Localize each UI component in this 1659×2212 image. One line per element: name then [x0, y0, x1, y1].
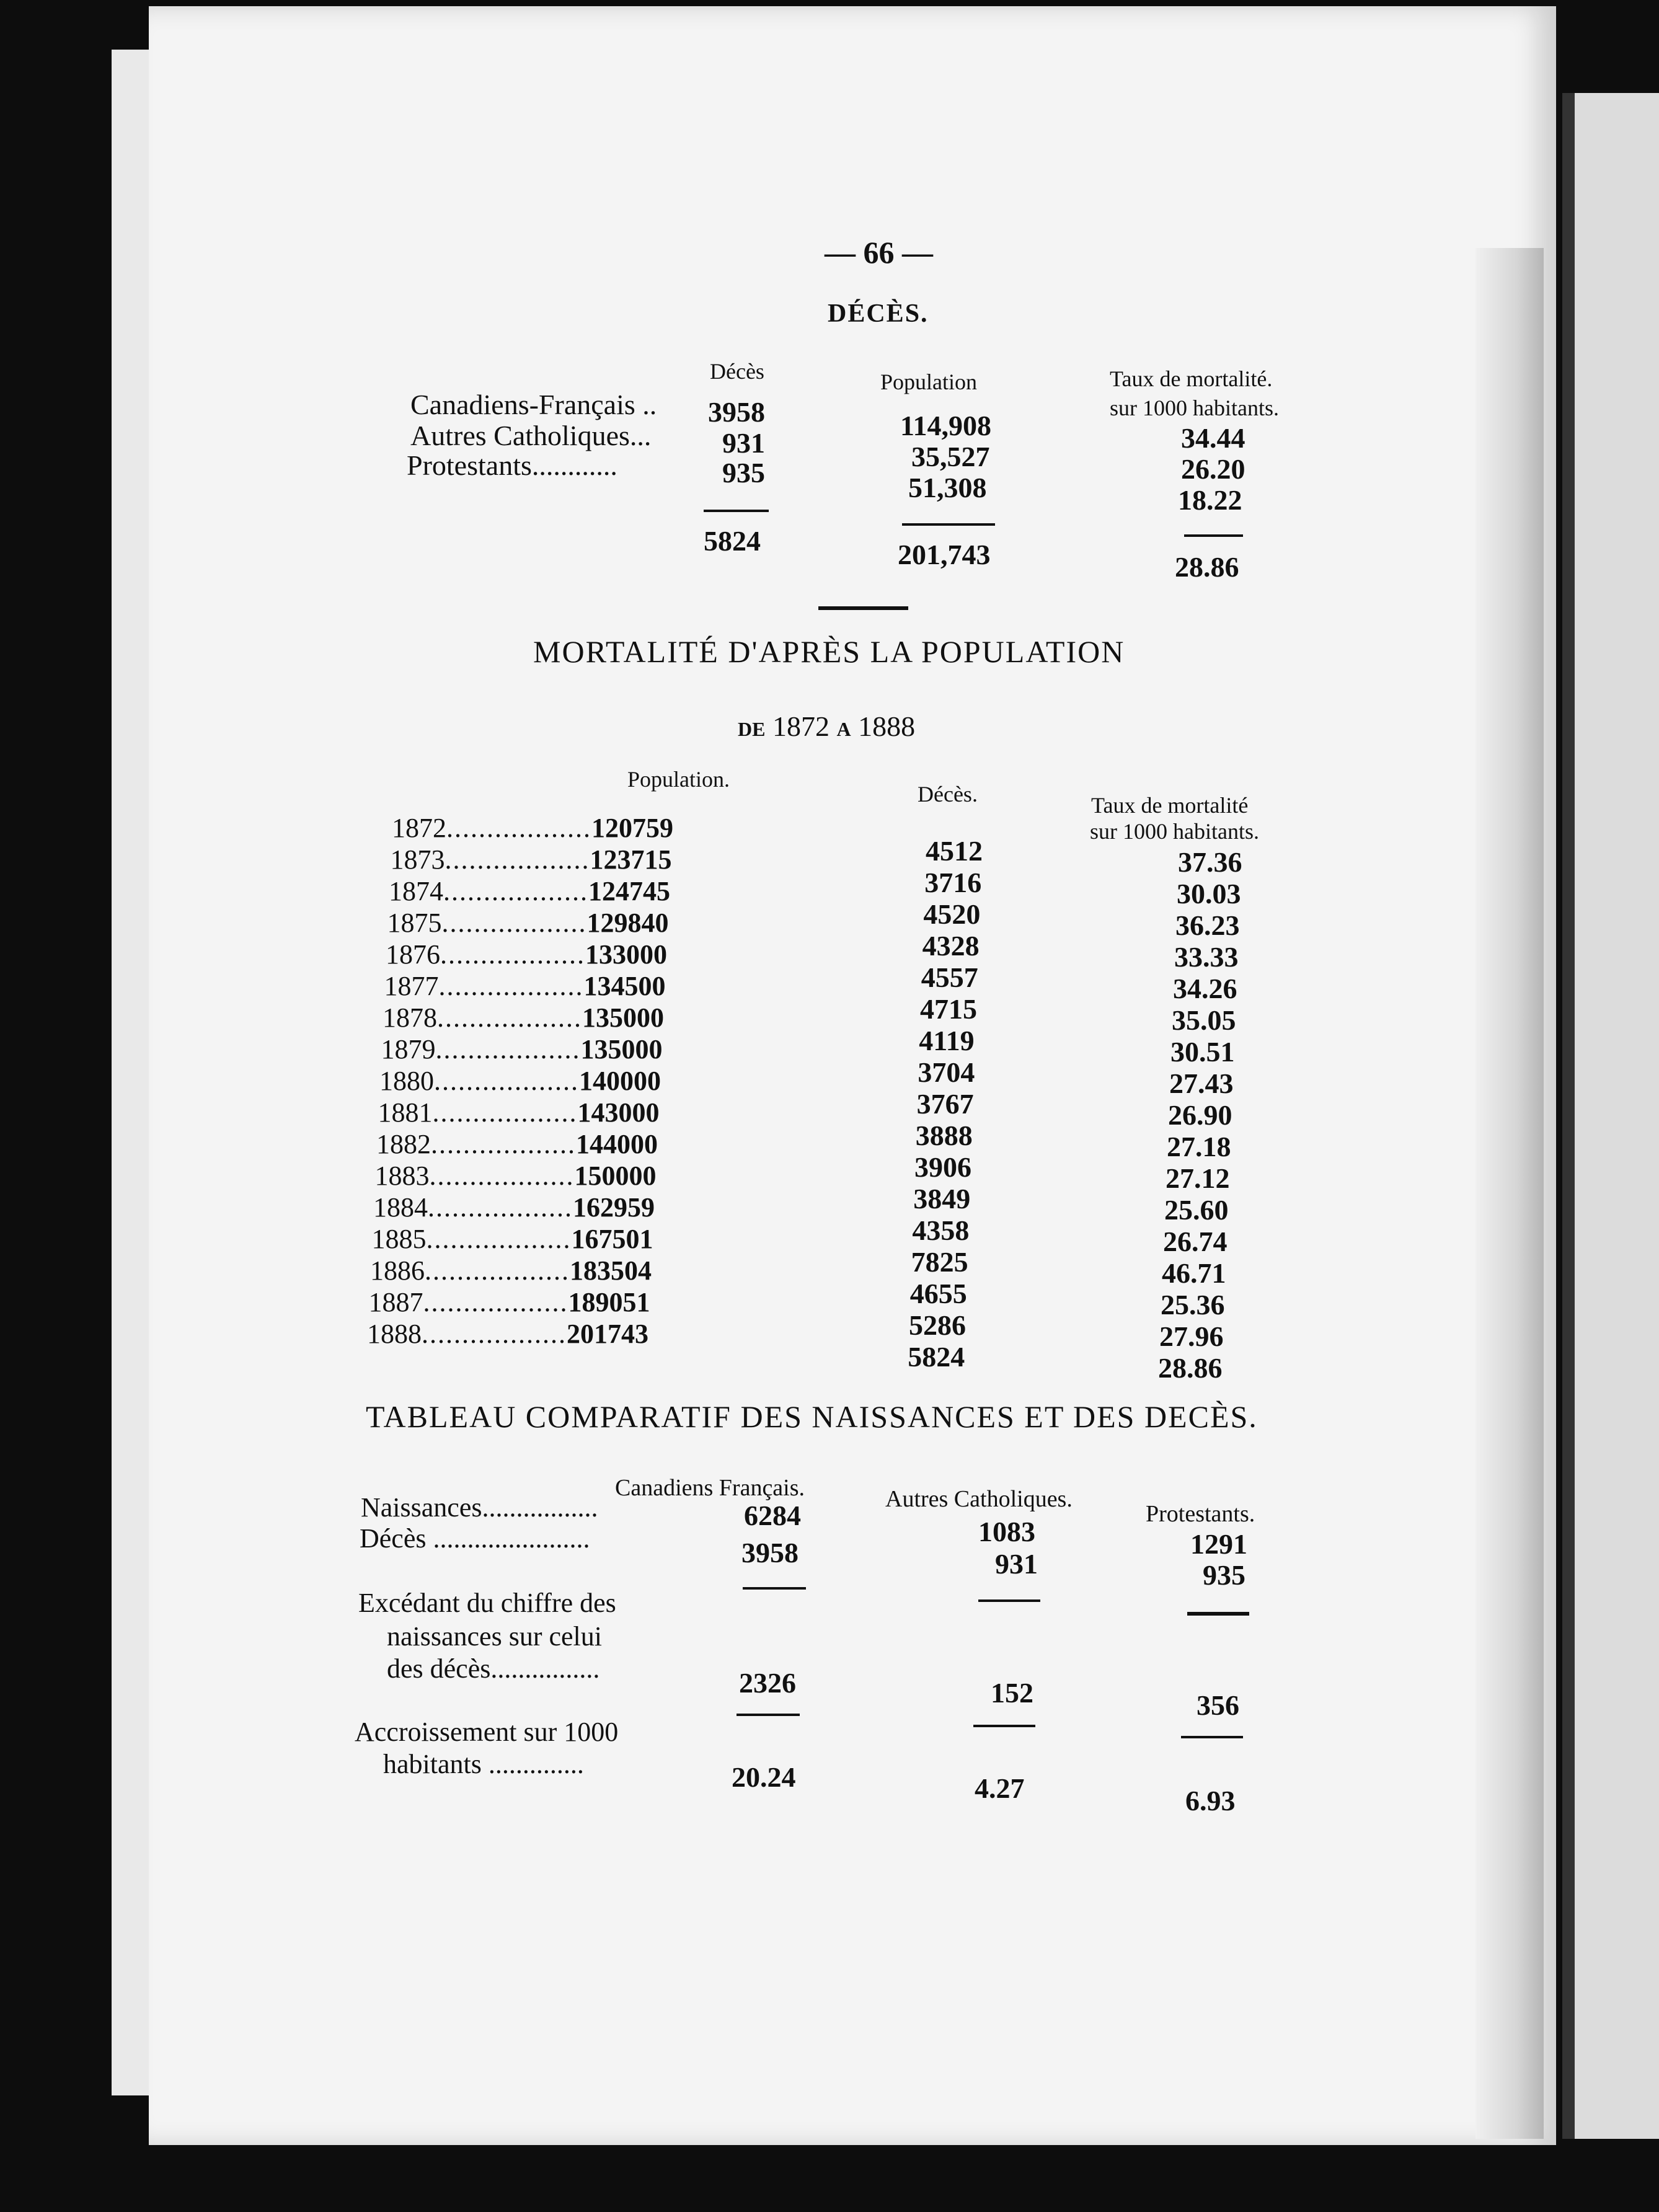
- deces-row-deces: 935: [722, 457, 765, 489]
- leader-dots: ..................: [441, 908, 587, 938]
- mortalite-deces: 4655: [909, 1278, 967, 1309]
- mortalite-year: 1884: [373, 1192, 428, 1223]
- deces-row-deces: 3958: [708, 396, 765, 428]
- mortalite-population: 123715: [590, 844, 672, 875]
- mortalite-year: 1883: [374, 1161, 430, 1191]
- deces-title: DÉCÈS.: [828, 299, 929, 328]
- deces-row-population: 51,308: [908, 472, 987, 503]
- mortalite-population: 143000: [577, 1097, 660, 1128]
- excedant-label-1: Excédant du chiffre des: [358, 1588, 616, 1618]
- mortalite-col-population: Population.: [627, 767, 730, 792]
- mortalite-year: 1882: [376, 1129, 431, 1159]
- excedant-pr: 356: [1197, 1689, 1239, 1721]
- leader-dots: ..................: [437, 1002, 582, 1033]
- mortalite-population: 133000: [585, 939, 667, 970]
- deces-col-taux-2: sur 1000 habitants.: [1110, 396, 1279, 420]
- mortalite-row: [370, 1255, 652, 1286]
- mortalite-row: [384, 970, 666, 1002]
- mortalite-deces: 4557: [921, 962, 978, 993]
- accroissement-ac: 4.27: [975, 1772, 1025, 1804]
- mortalite-deces: 4520: [923, 898, 981, 930]
- mortalite-row: [375, 1160, 657, 1192]
- mortalite-population: 140000: [579, 1066, 661, 1096]
- page-number: — 66 —: [825, 235, 933, 270]
- deces-cf: 3958: [741, 1537, 799, 1568]
- mortalite-year: 1879: [381, 1034, 436, 1064]
- mortalite-population: 129840: [586, 908, 669, 938]
- mortalite-year: 1875: [387, 908, 442, 938]
- excedant-cf: 2326: [739, 1667, 796, 1699]
- deces-col-taux-1: Taux de mortalité.: [1110, 366, 1273, 391]
- deces-col-population: Population: [880, 369, 978, 394]
- mortalite-population: 120759: [591, 813, 673, 843]
- mortalite-taux: 30.03: [1177, 878, 1241, 909]
- excedant-label-3: des décès................: [387, 1653, 600, 1684]
- comparatif-rule-ac: [978, 1599, 1040, 1602]
- comparatif-col-cf: Canadiens Français.: [615, 1475, 805, 1501]
- deces-row-population: 35,527: [911, 441, 990, 472]
- deces-row-deces: 931: [722, 427, 765, 459]
- leader-dots: ..................: [425, 1255, 570, 1286]
- leader-dots: ..................: [422, 1319, 567, 1349]
- mortalite-taux: 25.60: [1164, 1194, 1229, 1226]
- mortalite-population: 134500: [583, 971, 666, 1001]
- mortalite-deces: 3888: [915, 1120, 973, 1151]
- mortalite-row: [373, 1192, 655, 1223]
- mortalite-population: 183504: [570, 1255, 652, 1286]
- mortalite-row: [386, 939, 667, 970]
- mortalite-taux: 27.43: [1169, 1068, 1234, 1099]
- population-sum-rule: [902, 523, 995, 526]
- mortalite-deces: 3704: [918, 1056, 975, 1088]
- deces-sum-rule: [704, 510, 769, 512]
- mortalite-subtitle: [738, 710, 915, 743]
- mortalite-taux: 35.05: [1172, 1004, 1236, 1036]
- mortalite-taux: 34.26: [1173, 973, 1237, 1004]
- mortalite-deces: 4119: [919, 1025, 975, 1056]
- leader-dots: ..................: [423, 1287, 568, 1317]
- mortalite-col-deces: Décès.: [918, 782, 978, 807]
- facing-page-edge: [1562, 93, 1659, 2139]
- mortalite-year: 1877: [384, 971, 439, 1001]
- mortalite-deces: 5286: [909, 1309, 966, 1341]
- page-curl-shadow: [1475, 248, 1544, 2139]
- mortalite-year: 1878: [383, 1002, 437, 1033]
- deces-row-label: Protestants............: [407, 449, 617, 481]
- mortalite-row: [392, 812, 673, 844]
- mortalite-row: [391, 844, 672, 875]
- leader-dots: ..................: [438, 971, 584, 1001]
- mortalite-taux: 36.23: [1175, 909, 1240, 941]
- deces-row-taux: 34.44: [1181, 422, 1245, 454]
- deces-row-taux: 18.22: [1178, 484, 1242, 516]
- mortalite-taux: 27.96: [1159, 1321, 1224, 1352]
- subtitle-from: 1872: [772, 710, 830, 742]
- mortalite-population: 162959: [573, 1192, 655, 1223]
- mortalite-population: 167501: [571, 1224, 653, 1254]
- mortalite-row: [378, 1097, 660, 1128]
- mortalite-population: 135000: [582, 1002, 664, 1033]
- naissances-cf: 6284: [744, 1500, 801, 1531]
- mortalite-year: 1885: [371, 1224, 427, 1254]
- deces-label: Décès .......................: [360, 1523, 590, 1554]
- mortalite-taux: 25.36: [1161, 1289, 1225, 1321]
- accroissement-label-1: Accroissement sur 1000: [355, 1717, 619, 1747]
- subtitle-a: A: [836, 718, 851, 740]
- mortalite-population: 144000: [576, 1129, 658, 1159]
- mortalite-row: [383, 1002, 664, 1033]
- mortalite-year: 1888: [367, 1319, 422, 1349]
- leader-dots: ..................: [434, 1066, 579, 1096]
- subtitle-de: DE: [738, 718, 766, 740]
- mortalite-row: [372, 1223, 653, 1255]
- mortalite-year: 1880: [379, 1066, 434, 1096]
- mortalite-row: [387, 907, 669, 939]
- mortalite-taux: 30.51: [1170, 1036, 1235, 1068]
- mortalite-col-taux-2: sur 1000 habitants.: [1090, 819, 1259, 844]
- comparatif-rule-cf-2: [737, 1714, 800, 1716]
- comparatif-rule-ac-2: [973, 1725, 1035, 1727]
- mortalite-row: [369, 1286, 650, 1318]
- mortalite-year: 1876: [386, 939, 440, 970]
- naissances-label: Naissances.................: [361, 1492, 598, 1523]
- mortalite-deces: 7825: [911, 1246, 968, 1278]
- population-total: 201,743: [898, 539, 991, 570]
- deces-row-population: 114,908: [900, 410, 991, 441]
- comparatif-rule-pr: [1187, 1612, 1249, 1616]
- mortalite-taux: 27.18: [1167, 1131, 1231, 1162]
- mortalite-population: 150000: [574, 1161, 657, 1191]
- accroissement-label-2: habitants ..............: [383, 1749, 584, 1779]
- mortalite-population: 189051: [568, 1287, 650, 1317]
- mortalite-row: [389, 875, 670, 907]
- subtitle-to: 1888: [858, 710, 916, 742]
- mortalite-deces: 4512: [926, 835, 983, 867]
- mortalite-row: [376, 1128, 658, 1160]
- leader-dots: ..................: [428, 1192, 573, 1223]
- mortalite-taux: 33.33: [1174, 941, 1239, 973]
- leader-dots: ..................: [432, 1097, 578, 1128]
- deces-row-label: Autres Catholiques...: [410, 420, 652, 451]
- mortalite-col-taux-1: Taux de mortalité: [1091, 793, 1249, 818]
- comparatif-rule-pr-2: [1181, 1736, 1243, 1738]
- mortalite-population: 201743: [567, 1319, 648, 1349]
- mortalite-taux: 26.74: [1163, 1226, 1228, 1257]
- deces-row-taux: 26.20: [1181, 453, 1245, 485]
- leader-dots: ..................: [443, 876, 588, 906]
- deces-ac: 931: [995, 1548, 1038, 1580]
- section-separator: [818, 606, 908, 610]
- mortalite-deces: 3906: [914, 1151, 971, 1183]
- accroissement-pr: 6.93: [1185, 1785, 1236, 1816]
- comparatif-title: TABLEAU COMPARATIF DES NAISSANCES ET DES DECÈS.: [366, 1399, 1258, 1434]
- excedant-ac: 152: [991, 1677, 1033, 1709]
- deces-row-label: Canadiens-Français ..: [410, 389, 657, 420]
- mortalite-year: 1873: [390, 844, 445, 875]
- excedant-label-2: naissances sur celui: [387, 1621, 602, 1652]
- mortalite-deces: 3849: [913, 1183, 971, 1214]
- taux-total: 28.86: [1175, 551, 1239, 583]
- comparatif-col-pr: Protestants.: [1146, 1501, 1255, 1527]
- leader-dots: ..................: [446, 813, 591, 843]
- mortalite-year: 1874: [389, 876, 443, 906]
- mortalite-taux: 37.36: [1178, 846, 1242, 878]
- deces-total: 5824: [704, 525, 761, 557]
- naissances-ac: 1083: [978, 1516, 1035, 1547]
- mortalite-taux: 27.12: [1166, 1162, 1230, 1194]
- comparatif-rule-cf: [743, 1587, 806, 1590]
- leader-dots: ..................: [435, 1034, 581, 1064]
- mortalite-deces: 3767: [916, 1088, 974, 1120]
- mortalite-taux: 28.86: [1158, 1352, 1223, 1384]
- leader-dots: ..................: [440, 939, 585, 970]
- mortalite-population: 135000: [580, 1034, 663, 1064]
- mortalite-population: 124745: [588, 876, 670, 906]
- mortalite-deces: 4328: [922, 930, 980, 962]
- mortalite-taux: 26.90: [1168, 1099, 1232, 1131]
- mortalite-row: [379, 1065, 661, 1097]
- comparatif-col-ac: Autres Catholiques.: [885, 1486, 1073, 1512]
- mortalite-deces: 4358: [912, 1214, 970, 1246]
- mortalite-deces: 3716: [924, 867, 982, 898]
- accroissement-cf: 20.24: [732, 1761, 796, 1793]
- leader-dots: ..................: [426, 1224, 572, 1254]
- mortalite-deces: 5824: [908, 1341, 965, 1373]
- mortalite-year: 1872: [392, 813, 446, 843]
- mortalite-row: [367, 1318, 648, 1350]
- naissances-pr: 1291: [1190, 1528, 1247, 1560]
- mortalite-deces: 4715: [920, 993, 977, 1025]
- deces-col-deces: Décès: [710, 359, 764, 384]
- mortalite-row: [381, 1033, 663, 1065]
- deces-pr: 935: [1203, 1559, 1245, 1591]
- mortalite-year: 1887: [368, 1287, 423, 1317]
- mortalite-year: 1881: [378, 1097, 433, 1128]
- leader-dots: ..................: [445, 844, 590, 875]
- leader-dots: ..................: [431, 1129, 576, 1159]
- leader-dots: ..................: [429, 1161, 575, 1191]
- mortalite-title: MORTALITÉ D'APRÈS LA POPULATION: [533, 634, 1125, 669]
- mortalite-taux: 46.71: [1162, 1257, 1226, 1289]
- mortalite-year: 1886: [370, 1255, 425, 1286]
- taux-sum-rule: [1184, 534, 1243, 537]
